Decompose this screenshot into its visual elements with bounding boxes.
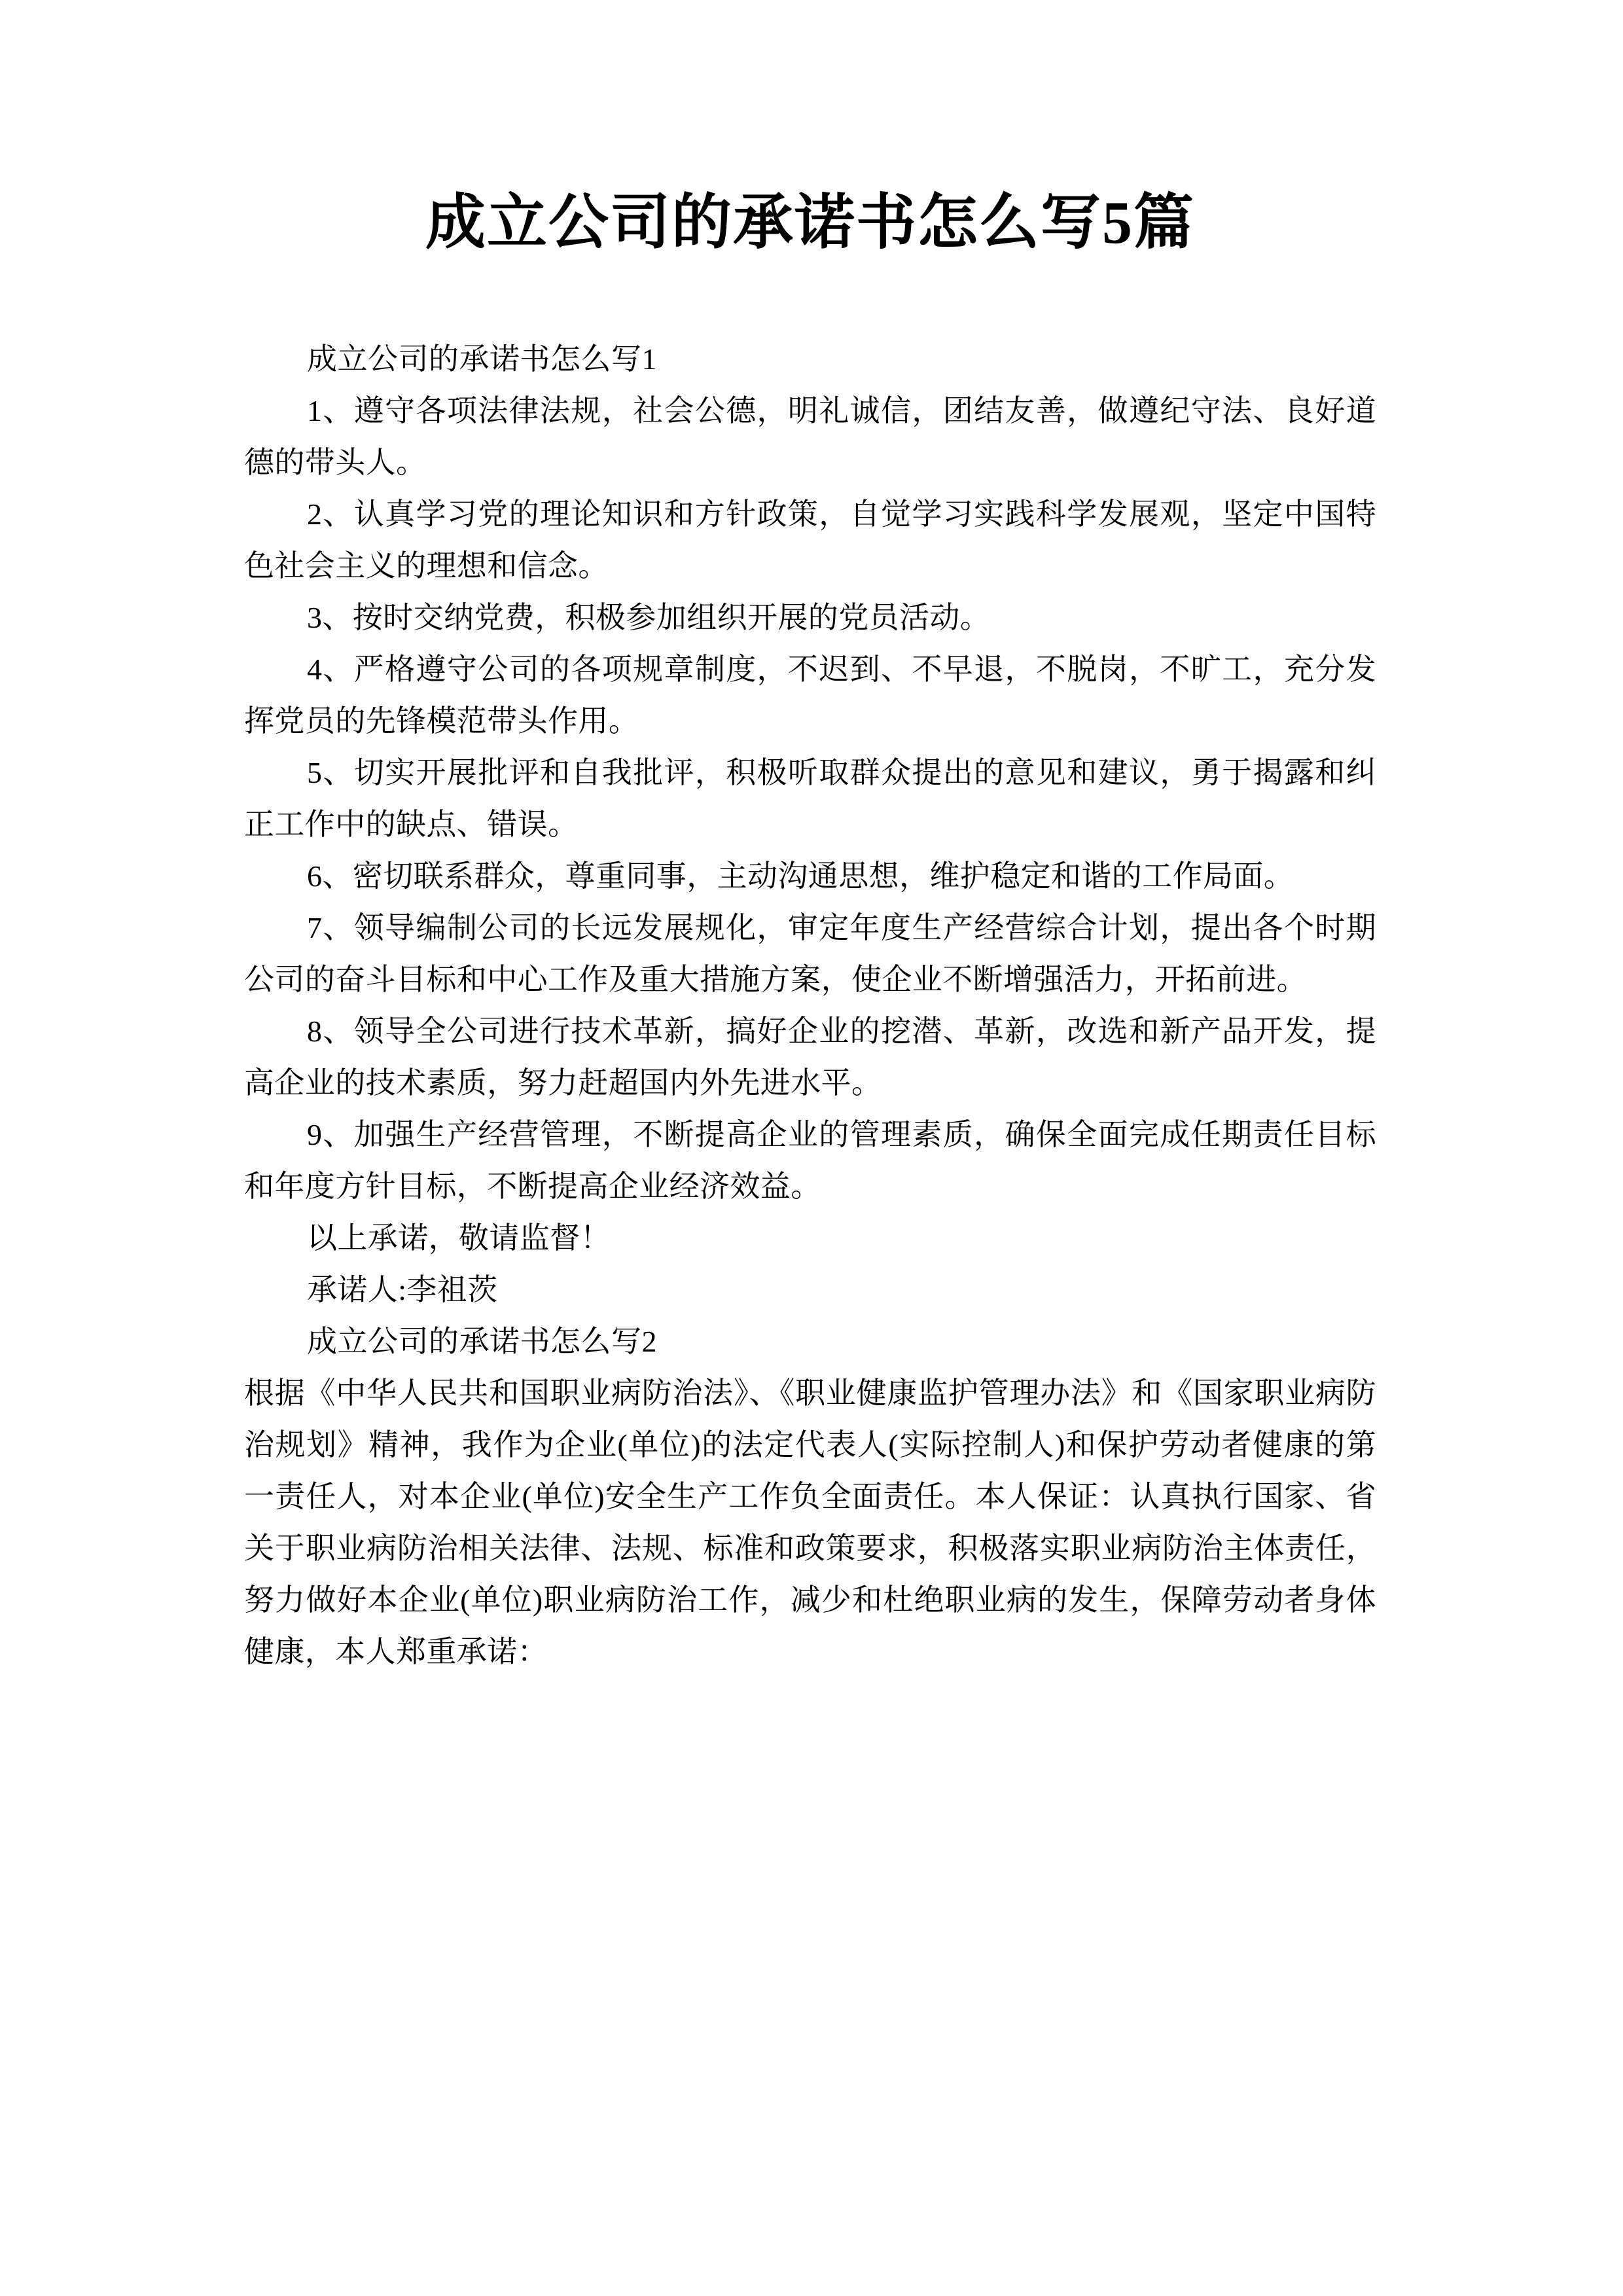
section-1-paragraph-3: 3、按时交纳党费，积极参加组织开展的党员活动。 xyxy=(307,601,991,635)
document-body xyxy=(244,0,1376,1677)
section-1-paragraph-8: 8、领导全公司进行技术革新，搞好企业的挖潜、革新，改选和新产品开发，提高企业的技术素质，努力赶超国内外先进水平。 xyxy=(244,1014,1376,1100)
title-spacer xyxy=(244,256,1376,333)
section-1-paragraph-1: 1、遵守各项法律法规，社会公德，明礼诚信，团结友善，做遵纪守法、良好道德的带头人。 xyxy=(244,394,1376,480)
section-1-paragraph-9: 9、加强生产经营管理，不断提高企业的管理素质，确保全面完成任期责任目标和年度方针目标，不断提高企业经济效益。 xyxy=(244,1118,1376,1204)
section-2-paragraph-1: 根据《中华人民共和国职业病防治法》、《职业健康监护管理办法》和《国家职业病防治规划》精神，我作为企业(单位)的法定代表人(实际控制人)和保护劳动者健康的第一责任人，对本企业(单位)安全生产工作负全面责任。本人保证：认真执行国家、省关于职业病防治相关法律、法规、标准和政策要求，积极落实职业病防治主体责任，努力做好本企业(单位)职业病防治工作，减少和杜绝职业病的发生，保障劳动者身体健康，本人郑重承诺： xyxy=(244,1376,1376,1669)
section-1-paragraph-2: 2、认真学习党的理论知识和方针政策，自觉学习实践科学发展观，坚定中国特色社会主义的理想和信念。 xyxy=(244,497,1376,583)
section-heading-2: 成立公司的承诺书怎么写2 xyxy=(307,1325,657,1359)
section-1-signature: 承诺人:李祖茨 xyxy=(307,1273,498,1307)
section-1-paragraph-6: 6、密切联系群众，尊重同事，主动沟通思想，维护稳定和谐的工作局面。 xyxy=(307,859,1294,893)
section-1-paragraph-5: 5、切实开展批评和自我批评，积极听取群众提出的意见和建议，勇于揭露和纠正工作中的缺点、错误。 xyxy=(244,756,1376,842)
section-1-closing-statement: 以上承诺，敬请监督！ xyxy=(307,1221,611,1255)
page-title: 成立公司的承诺书怎么写5篇 xyxy=(425,189,1195,256)
section-1-paragraph-4: 4、严格遵守公司的各项规章制度，不迟到、不早退，不脱岗，不旷工，充分发挥党员的先锋模范带头作用。 xyxy=(244,653,1376,738)
section-heading-1: 成立公司的承诺书怎么写1 xyxy=(307,342,657,376)
section-1-paragraph-7: 7、领导编制公司的长远发展规化，审定年度生产经营综合计划，提出各个时期公司的奋斗目标和中心工作及重大措施方案，使企业不断增强活力，开拓前进。 xyxy=(244,911,1376,997)
